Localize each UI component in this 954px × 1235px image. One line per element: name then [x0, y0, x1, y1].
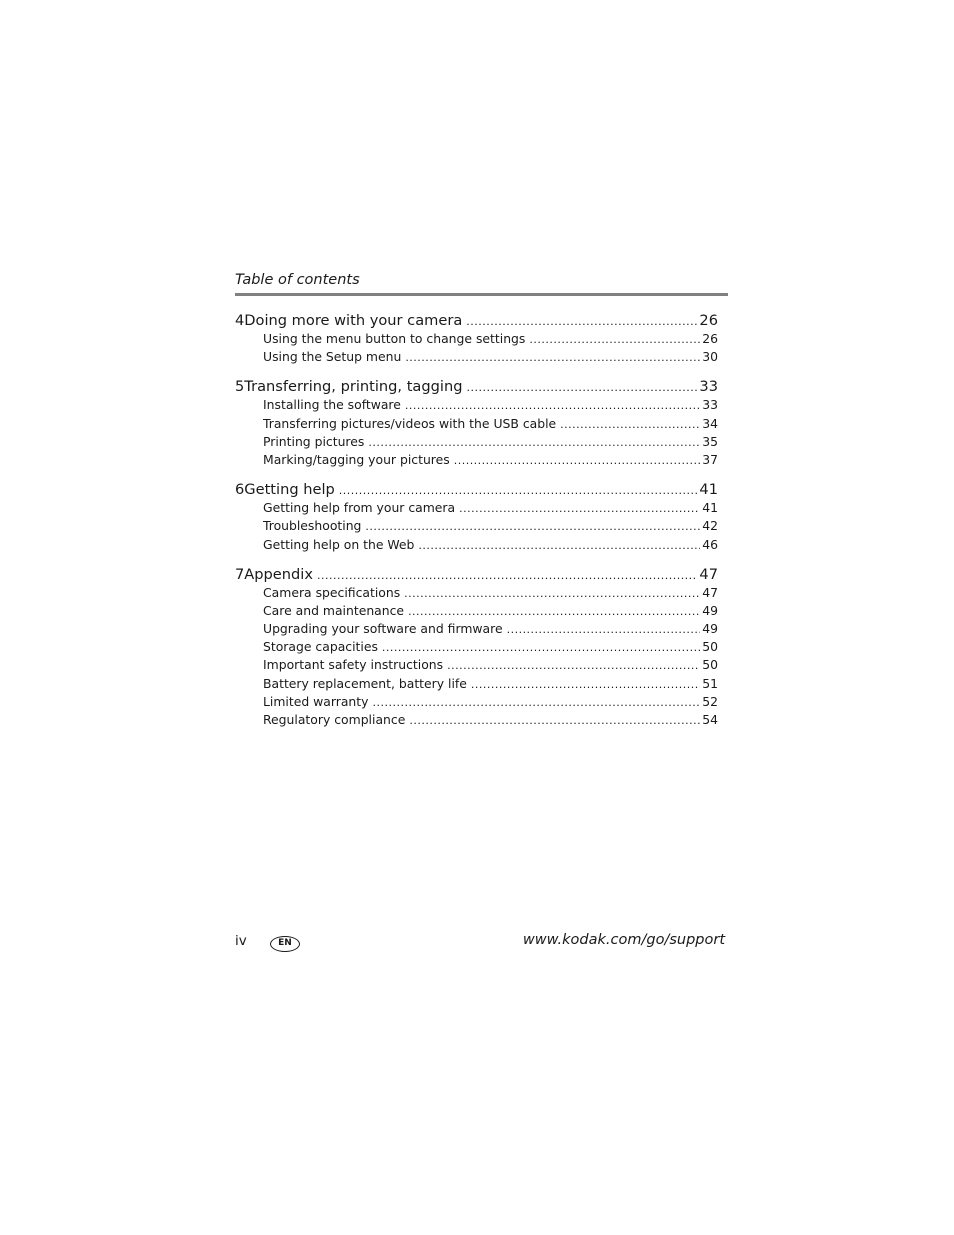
section-page-number: 26 [702, 331, 718, 346]
section-page-number: 37 [702, 451, 718, 467]
table-of-contents [235, 311, 718, 740]
running-head: Table of contents [235, 272, 360, 288]
chapter-page-number: 26 [699, 312, 718, 329]
toc-section-entry[interactable] [235, 517, 718, 535]
section-page-number: 54 [702, 712, 718, 727]
page-footer [235, 930, 725, 956]
dot-leader [418, 537, 700, 555]
toc-chapter-entry[interactable] [235, 480, 718, 499]
section-page-number: 34 [702, 415, 718, 431]
dot-leader [466, 378, 697, 397]
dot-leader [382, 639, 700, 657]
document-page [235, 0, 728, 1235]
section-title: Getting help on the Web [263, 536, 415, 552]
section-title: Regulatory compliance [263, 712, 406, 727]
dot-leader [405, 349, 700, 367]
chapter-title: Getting help [244, 481, 335, 499]
toc-chapter-6 [235, 480, 718, 554]
dot-leader [507, 621, 701, 639]
chapter-number: 6 [235, 481, 245, 499]
toc-chapter-entry[interactable] [235, 377, 718, 396]
toc-chapter-entry[interactable] [235, 565, 718, 584]
dot-leader [459, 500, 700, 518]
page-folio: iv [235, 933, 247, 949]
dot-leader [408, 603, 700, 621]
toc-section-entry[interactable] [235, 638, 718, 656]
section-page-number: 35 [702, 433, 718, 449]
toc-chapter-5 [235, 377, 718, 469]
section-page-number: 49 [702, 602, 718, 618]
section-title: Limited warranty [263, 693, 369, 709]
section-title: Getting help from your camera [263, 500, 456, 516]
toc-chapter-7 [235, 565, 718, 730]
chapter-page-number: 41 [699, 481, 718, 499]
section-page-number: 51 [702, 675, 718, 691]
dot-leader [529, 331, 700, 349]
section-title: Troubleshooting [263, 518, 362, 534]
toc-section-entry[interactable] [235, 536, 718, 554]
toc-section-entry[interactable] [235, 584, 718, 602]
section-page-number: 47 [702, 584, 718, 600]
toc-section-entry[interactable] [235, 348, 718, 366]
dot-leader [409, 712, 700, 730]
toc-chapter-4 [235, 311, 718, 366]
section-title: Using the menu button to change settings [263, 331, 526, 346]
language-badge: EN [270, 936, 300, 952]
dot-leader [365, 518, 700, 536]
toc-section-entry[interactable] [235, 656, 718, 674]
toc-section-entry[interactable] [235, 433, 718, 451]
section-title: Installing the software [263, 397, 401, 413]
toc-section-entry[interactable] [235, 620, 718, 638]
section-page-number: 49 [702, 621, 718, 637]
chapter-title: Doing more with your camera [244, 312, 463, 329]
dot-leader [405, 397, 700, 415]
chapter-page-number: 33 [699, 378, 718, 396]
toc-chapter-entry[interactable] [235, 311, 718, 330]
chapter-number: 4 [235, 312, 245, 329]
support-url[interactable]: www.kodak.com/go/support [522, 932, 725, 948]
section-title: Camera specifications [263, 584, 401, 600]
chapter-number: 5 [235, 378, 245, 396]
toc-section-entry[interactable] [235, 711, 718, 729]
section-title: Marking/tagging your pictures [263, 451, 450, 467]
dot-leader [454, 452, 701, 470]
section-page-number: 50 [702, 657, 718, 673]
chapter-page-number: 47 [699, 565, 718, 583]
chapter-title: Appendix [244, 565, 313, 583]
toc-section-entry[interactable] [235, 499, 718, 517]
toc-section-entry[interactable] [235, 415, 718, 433]
toc-section-entry[interactable] [235, 602, 718, 620]
dot-leader [560, 416, 700, 434]
dot-leader [372, 694, 700, 712]
section-title: Printing pictures [263, 433, 365, 449]
section-page-number: 33 [702, 397, 718, 413]
dot-leader [404, 585, 700, 603]
section-title: Transferring pictures/videos with the USB cable [263, 415, 557, 431]
toc-section-entry[interactable] [235, 693, 718, 711]
section-page-number: 46 [702, 536, 718, 552]
dot-leader [471, 676, 700, 694]
toc-section-entry[interactable] [235, 675, 718, 693]
section-title: Battery replacement, battery life [263, 675, 467, 691]
section-title: Care and maintenance [263, 602, 405, 618]
header-rule [235, 293, 728, 296]
dot-leader [466, 312, 697, 331]
dot-leader [317, 566, 697, 585]
toc-section-entry[interactable] [235, 396, 718, 414]
section-page-number: 41 [702, 500, 718, 516]
section-page-number: 42 [702, 518, 718, 534]
dot-leader [447, 657, 700, 675]
section-title: Upgrading your software and firmware [263, 621, 503, 637]
section-page-number: 50 [702, 639, 718, 655]
chapter-number: 7 [235, 565, 245, 583]
toc-section-entry[interactable] [235, 330, 718, 348]
dot-leader [339, 481, 698, 500]
section-page-number: 30 [702, 349, 718, 365]
chapter-title: Transferring, printing, tagging [244, 378, 463, 396]
section-title: Important safety instructions [263, 657, 444, 673]
section-title: Storage capacities [263, 639, 378, 655]
section-title: Using the Setup menu [263, 349, 402, 365]
dot-leader [368, 434, 700, 452]
toc-section-entry[interactable] [235, 451, 718, 469]
section-page-number: 52 [702, 693, 718, 709]
